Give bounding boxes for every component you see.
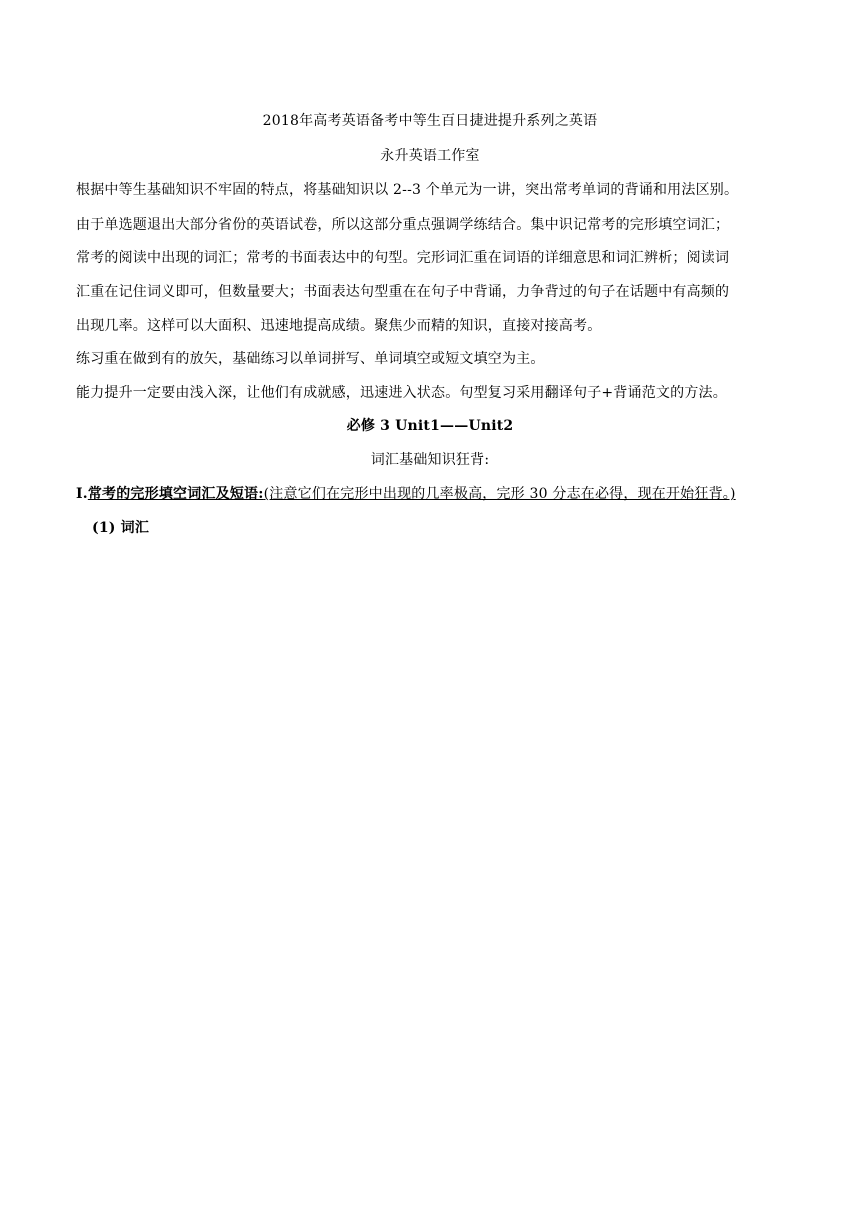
section-i-heading (76, 484, 816, 504)
intro-line: 出现几率。这样可以大面积、迅速地提高成绩。聚焦少而精的知识，直接对接高考。 (76, 318, 602, 334)
intro-line: 根据中等生基础知识不牢固的特点，将基础知识以 2--3 个单元为一讲，突出常考单词的背诵和用法区别。 (76, 182, 739, 198)
vocab-heading: 词汇基础知识狂背: (370, 452, 490, 468)
studio-name: 永升英语工作室 (380, 148, 480, 164)
section-i-label: I. (76, 486, 88, 502)
section-i-note: (注意它们在完形中出现的几率极高，完形 30 分志在必得，现在开始狂背。) (263, 486, 736, 502)
section-i-title: 常考的完形填空词汇及短语: (87, 486, 264, 502)
practice-paragraph: 练习重在做到有的放矢，基础练习以单词拼写、单词填空或短文填空为主。 (76, 351, 545, 367)
intro-line: 常考的阅读中出现的词汇；常考的书面表达中的句型。完形词汇重在词语的详细意思和词汇辨析；阅读词 (76, 250, 730, 266)
intro-line: 由于单选题退出大部分省份的英语试卷，所以这部分重点强调学练结合。集中识记常考的完形填空词汇； (76, 217, 730, 233)
document-title: 2018年高考英语备考中等生百日捷进提升系列之英语 (262, 113, 598, 129)
ability-paragraph: 能力提升一定要由浅入深，让他们有成就感，迅速进入状态。句型复习采用翻译句子+背诵范文的方法。 (76, 385, 727, 401)
unit-heading: 必修 3 Unit1——Unit2 (346, 418, 514, 434)
intro-line: 汇重在记住词义即可，但数量要大；书面表达句型重在在句子中背诵，力争背过的句子在话题中有高频的 (76, 284, 730, 300)
subsection-vocabulary: (1) 词汇 (92, 520, 150, 536)
